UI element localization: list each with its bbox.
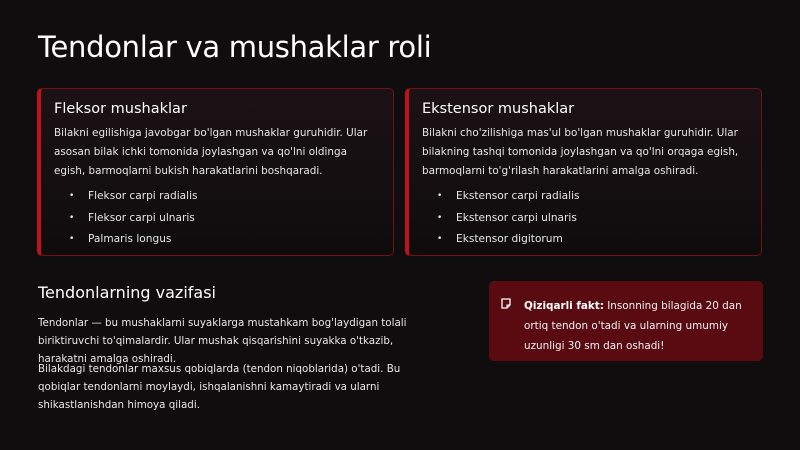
bullet-icon: • [69,234,75,244]
fun-fact-box [489,281,763,361]
list-item: • Ekstensor digitorum [437,229,747,251]
list-item: • Fleksor carpi ulnaris [69,208,379,230]
extensor-card-title: Ekstensor mushaklar [422,101,575,117]
flexor-card-description: Bilakni egilishiga javobgar bo'lgan mushaklar guruhidir. Ular asosan bilak ichki tomonida joylashgan va qo'lni oldinga egish, barmoqlarni bukish harakatlarini boshqaradi. [54,127,368,177]
function-section-title: Tendonlarning vazifasi [38,283,216,302]
fun-fact-text [524,296,751,356]
note-icon [501,298,511,309]
bullet-icon: • [437,234,443,244]
bullet-icon: • [69,212,75,223]
flexor-card [37,88,394,256]
list-item: • Palmaris longus [69,229,379,251]
function-paragraph-1: Tendonlar — bu mushaklarni suyaklarga mustahkam bog'laydigan tolali biriktiruvchi to'qimalardir. Ular mushak qisqarishini suyakka o'tkazib, harakatni amalga oshiradi. [38,317,407,365]
function-paragraph-2: Bilakdagi tendonlar maxsus qobiqlarda (tendon niqoblarida) o'tadi. Bu qobiqlar tendonlarni moylaydi, ishqalanishni kamaytiradi va ularni shikastlanishdan himoya qiladi. [38,363,401,411]
extensor-muscle-list [422,186,747,251]
list-item: • Fleksor carpi radialis [69,186,379,208]
page-title: Tendonlar va mushaklar roli [38,30,432,64]
bullet-icon: • [437,212,443,223]
flexor-card-title: Fleksor mushaklar [54,101,187,117]
extensor-card-description: Bilakni cho'zilishiga mas'ul bo'lgan mushaklar guruhidir. Ular bilakning tashqi tomonida joylashgan va qo'lni orqaga egish, barmoqlarni to'g'rilash harakatlarini amalga oshiradi. [422,127,739,177]
fun-fact-label: Qiziqarli fakt: [524,300,604,312]
list-item: • Ekstensor carpi radialis [437,186,747,208]
bullet-icon: • [69,191,75,201]
fun-fact-body: Insonning bilagida 20 dan ortiq tendon o'tadi va ularning umumiy uzunligi 30 sm dan oshadi! [524,300,742,352]
list-item: • Ekstensor carpi ulnaris [437,208,747,230]
bullet-icon: • [437,191,443,201]
flexor-muscle-list [54,186,379,251]
extensor-card [405,88,762,256]
